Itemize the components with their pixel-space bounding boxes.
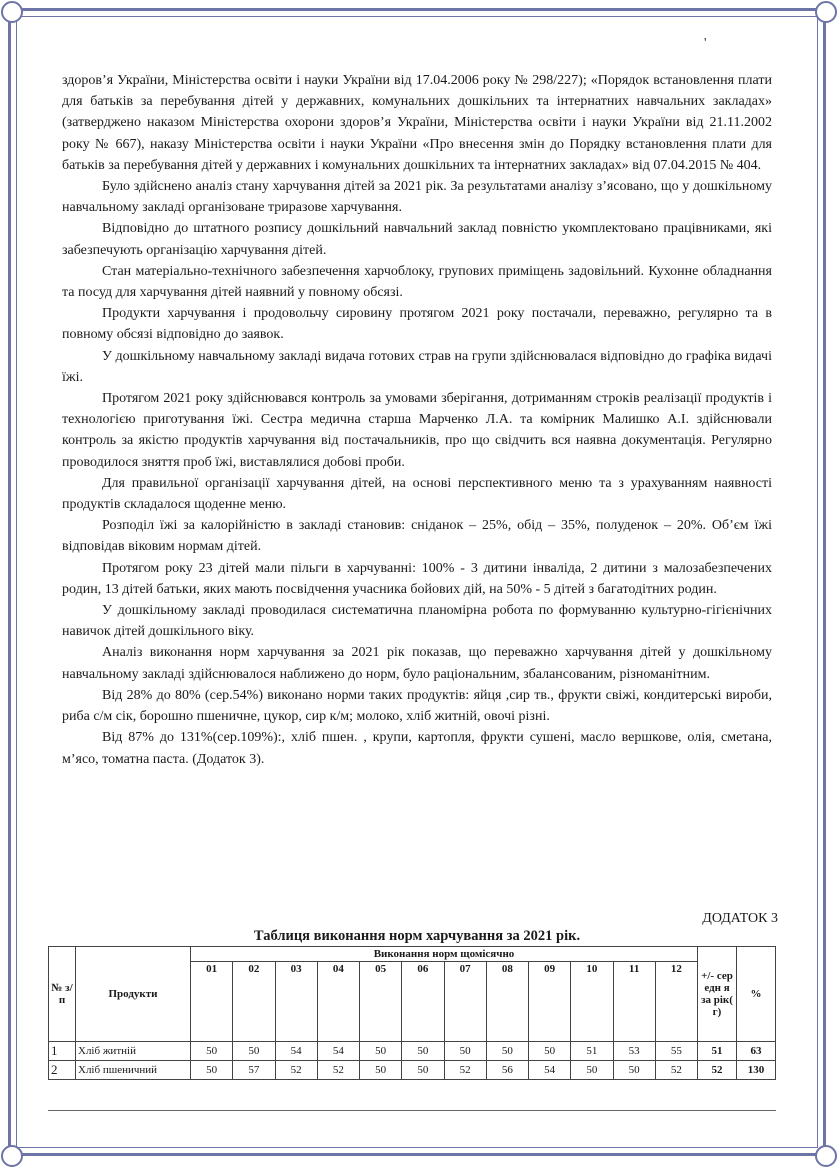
col-header-month: 09 [529, 962, 571, 1042]
row-number-cell: 2 [49, 1061, 76, 1080]
norms-table [48, 946, 776, 1080]
row-number-cell: 1 [49, 1042, 76, 1061]
average-cell: 52 [698, 1061, 737, 1080]
paragraph: здоров’я України, Міністерства освіти і науки України від 17.04.2006 року № 298/227); «Порядок встановлення плати для батьків за перебування дітей у державних, комунальних дошкільних та інтернатних навчальних закладах» (затверджено наказом Міністерства охорони здоров’я України, Міністерства освіти і науки України від 21.11.2002 року № 667), наказу Міністерства освіти і науки України «Про внесення змін до Порядку встановлення плати для батьків за перебування дітей у державних і комунальних дошкільних та інтернатних закладах» від 07.04.2015 № 404. [62, 73, 772, 173]
col-header-month: 04 [317, 962, 359, 1042]
average-cell: 51 [698, 1042, 737, 1061]
col-header-month: 05 [360, 962, 402, 1042]
month-value-cell: 50 [444, 1042, 486, 1061]
month-value-cell: 50 [191, 1042, 233, 1061]
table-row [49, 1061, 776, 1080]
col-header-number: № з/п [49, 947, 76, 1042]
col-header-average: +/- сер едн я за рік( г) [698, 947, 737, 1042]
document-body [62, 70, 772, 770]
table-title: Таблиця виконання норм харчування за 2021 рік. [253, 928, 581, 944]
month-value-cell: 52 [444, 1061, 486, 1080]
col-header-month: 08 [486, 962, 528, 1042]
col-header-month: 03 [275, 962, 317, 1042]
paragraph: Відповідно до штатного розпису дошкільний навчальний заклад повністю укомплектовано працівниками, які забезпечують організацію харчування дітей. [62, 221, 772, 258]
month-value-cell: 50 [613, 1061, 655, 1080]
month-value-cell: 55 [655, 1042, 697, 1061]
annex-label: ДОДАТОК 3 [702, 911, 778, 926]
paragraph: Аналіз виконання норм харчування за 2021 рік показав, що переважно харчування дітей у дошкільному навчальному закладі здійснювалося наближено до норм, було раціональним, збалансованим, різноманітним. [62, 645, 772, 682]
product-cell: Хліб житній [76, 1042, 191, 1061]
paragraph: Протягом року 23 дітей мали пільги в харчуванні: 100% - 3 дитини інваліда, 2 дитини з малозабезпечених родин, 13 дітей батьки, яких мають посвідчення учасника бойових дій, на 50% - 5 дітей з багатодітних родин. [62, 560, 772, 597]
month-value-cell: 54 [317, 1042, 359, 1061]
paragraph: У дошкільному закладі проводилася систематична планомірна робота по формуванню культурно-гігієнічних навичок дітей дошкільного віку. [62, 603, 772, 640]
col-header-month: 02 [233, 962, 275, 1042]
month-value-cell: 54 [529, 1061, 571, 1080]
paragraph: Продукти харчування і продовольчу сировину протягом 2021 року постачали, переважно, регулярно та в повному обсязі відповідно до заявок. [62, 306, 772, 343]
month-value-cell: 52 [655, 1061, 697, 1080]
product-cell: Хліб пшеничний [76, 1061, 191, 1080]
paragraph: Для правильної організації харчування дітей, на основі перспективного меню та з урахуванням наявності продуктів складалося щоденне меню. [62, 475, 772, 513]
month-value-cell: 50 [486, 1042, 528, 1061]
col-header-month: 01 [191, 962, 233, 1042]
month-value-cell: 57 [233, 1061, 275, 1080]
month-value-cell: 50 [402, 1061, 444, 1080]
paragraph: Від 87% до 131%(сер.109%):, хліб пшен. , крупи, картопля, фрукти сушені, масло вершкове, олія, сметана, м’ясо, томатна паста. (Додаток 3). [62, 730, 772, 767]
month-value-cell: 50 [233, 1042, 275, 1061]
month-value-cell: 50 [360, 1042, 402, 1061]
month-value-cell: 50 [360, 1061, 402, 1080]
month-value-cell: 51 [571, 1042, 613, 1061]
col-header-month: 11 [613, 962, 655, 1042]
col-header-month: 10 [571, 962, 613, 1042]
paragraph: У дошкільному навчальному закладі видача готових страв на групи здійснювалася відповідно до графіка видачі їжі. [62, 348, 772, 385]
month-value-cell: 50 [571, 1061, 613, 1080]
col-header-monthly: Виконання норм щомісячно [191, 947, 698, 962]
paragraph: Від 28% до 80% (сер.54%) виконано норми таких продуктів: яйця ,сир тв., фрукти свіжі, кондитерські вироби, риба с/м сік, борошно пшеничне, цукор, сир к/м; молоко, хліб житній, овочі різні. [62, 687, 772, 725]
month-value-cell: 50 [191, 1061, 233, 1080]
month-value-cell: 52 [317, 1061, 359, 1080]
corner-ornament [1, 1, 23, 23]
month-value-cell: 56 [486, 1061, 528, 1080]
paragraph: Розподіл їжі за калорійністю в закладі становив: сніданок – 25%, обід – 35%, полуденок – 20%. Об’єм їжі відповідав віковим нормам дітей. [62, 518, 772, 555]
col-header-month: 12 [655, 962, 697, 1042]
col-header-month: 07 [444, 962, 486, 1042]
month-value-cell: 53 [613, 1042, 655, 1061]
page-mark: ' [704, 36, 707, 51]
col-header-month: 06 [402, 962, 444, 1042]
paragraph: Було здійснено аналіз стану харчування дітей за 2021 рік. За результатами аналізу з’ясовано, що у дошкільному навчальному закладі організоване триразове харчування. [62, 179, 772, 216]
month-value-cell: 50 [402, 1042, 444, 1061]
table-row [49, 1042, 776, 1061]
corner-ornament [1, 1145, 23, 1167]
corner-ornament [815, 1, 837, 23]
month-value-cell: 50 [529, 1042, 571, 1061]
month-value-cell: 52 [275, 1061, 317, 1080]
paragraph: Стан матеріально-технічного забезпечення харчоблоку, групових приміщень задовільний. Кухонне обладнання та посуд для харчування дітей наявний у повному обсязі. [62, 263, 772, 301]
page-bottom-line [48, 1110, 776, 1111]
col-header-product: Продукти [76, 947, 191, 1042]
col-header-percent: % [737, 947, 776, 1042]
percent-cell: 130 [737, 1061, 776, 1080]
paragraph: Протягом 2021 року здійснювався контроль за умовами зберігання, дотриманням строків реалізації продуктів і технологією приготування їжі. Сестра медична старша Марченко Л.А. та комірник Малишко А.І. здійснювали контроль за якістю продуктів харчування від постачальників, про що свідчить вся наявна документація. Регулярно проводилося зняття проб їжі, виставлялися добові проби. [62, 391, 772, 470]
month-value-cell: 54 [275, 1042, 317, 1061]
percent-cell: 63 [737, 1042, 776, 1061]
corner-ornament [815, 1145, 837, 1167]
